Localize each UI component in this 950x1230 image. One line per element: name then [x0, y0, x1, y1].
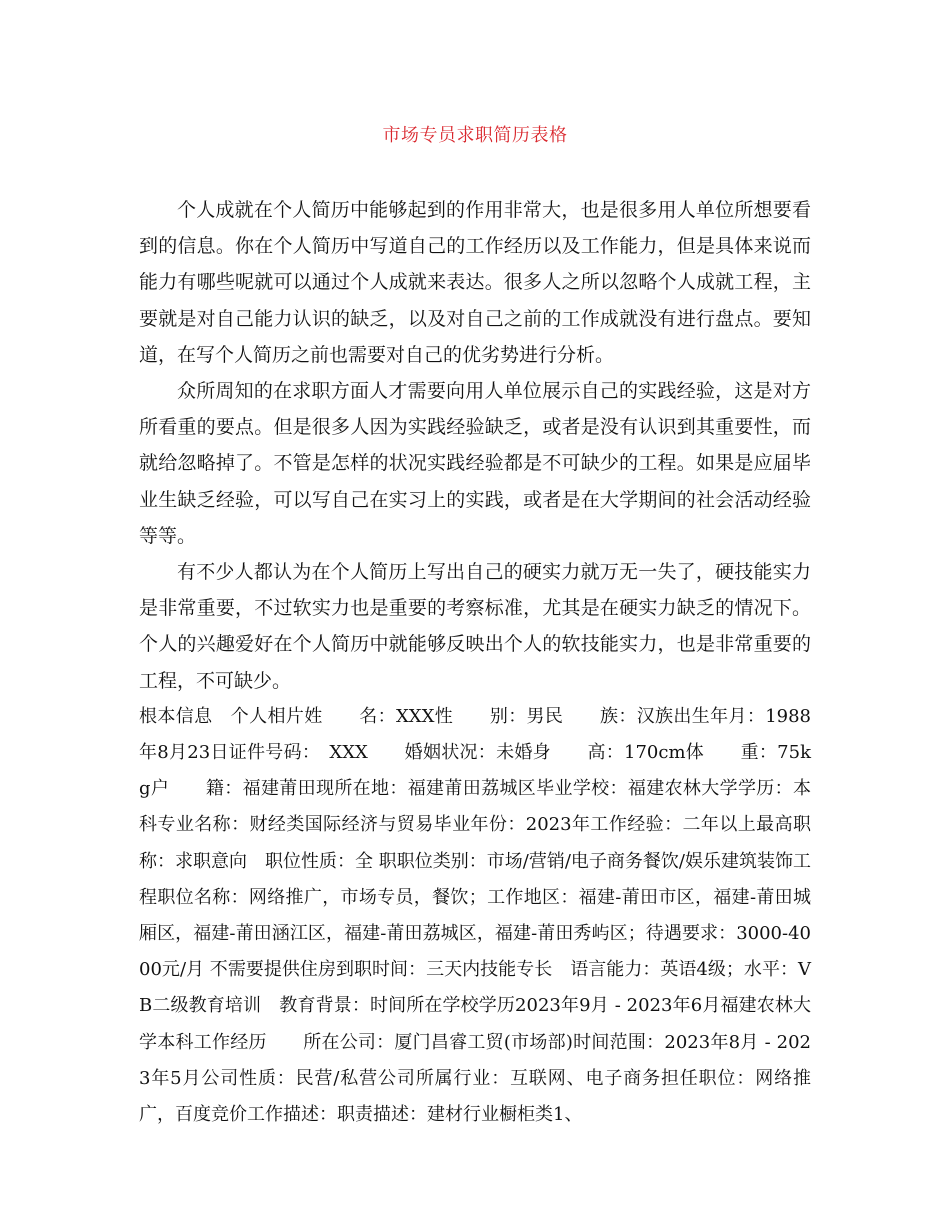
document-body	[139, 192, 811, 1133]
body-paragraph: 有不少人都认为在个人简历上写出自己的硬实力就万无一失了，硬技能实力是非常重要，不过软实力也是重要的考察标准，尤其是在硬实力缺乏的情况下。个人的兴趣爱好在个人简历中就能够反映出个人的软技能实力，也是非常重要的工程，不可缺少。	[139, 561, 811, 692]
body-paragraph: 众所周知的在求职方面人才需要向用人单位展示自己的实践经验，这是对方所看重的要点。但是很多人因为实践经验缺乏，或者是没有认识到其重要性，而就给忽略掉了。不管是怎样的状况实践经验都是不可缺少的工程。如果是应届毕业生缺乏经验，可以写自己在实习上的实践，或者是在大学期间的社会活动经验等等。	[139, 380, 811, 547]
document-title: 市场专员求职简历表格	[382, 125, 568, 146]
resume-info-block: 根本信息 个人相片姓 名：XXX性 别：男民 族：汉族出生年月：1988年8月23日证件号码： XXX 婚姻状况：未婚身 高：170cm体 重：75kg户 籍：福建莆田现所在地：福建莆田荔城区毕业学校：福建农林大学学历：本科专业名称：财经类国际经济与贸易毕业年份：2023年工作经验：二年以上最高职称：求职意向 职位性质：全 职职位类别：市场/营销/电子商务餐饮/娱乐建筑装饰工程职位名称：网络推广，市场专员，餐饮；工作地区：福建-莆田市区，福建-莆田城厢区，福建-莆田涵江区，福建-莆田荔城区，福建-莆田秀屿区；待遇要求：3000-4000元/月 不需要提供住房到职时间：三天内技能专长 语言能力：英语4级；水平：VB二级教育培训 教育背景：时间所在学校学历2023年9月 - 2023年6月福建农林大学本科工作经历 所在公司：厦门昌睿工贸(市场部)时间范围：2023年8月 - 2023年5月公司性质：民营/私营公司所属行业：互联网、电子商务担任职位：网络推广，百度竞价工作描述：职责描述：建材行业橱柜类1、	[139, 705, 811, 1126]
body-paragraph: 个人成就在个人简历中能够起到的作用非常大，也是很多用人单位所想要看到的信息。你在个人简历中写道自己的工作经历以及工作能力，但是具体来说而能力有哪些呢就可以通过个人成就来表达。很多人之所以忽略个人成就工程，主要就是对自己能力认识的缺乏，以及对自己之前的工作成就没有进行盘点。要知道，在写个人简历之前也需要对自己的优劣势进行分析。	[139, 199, 811, 366]
